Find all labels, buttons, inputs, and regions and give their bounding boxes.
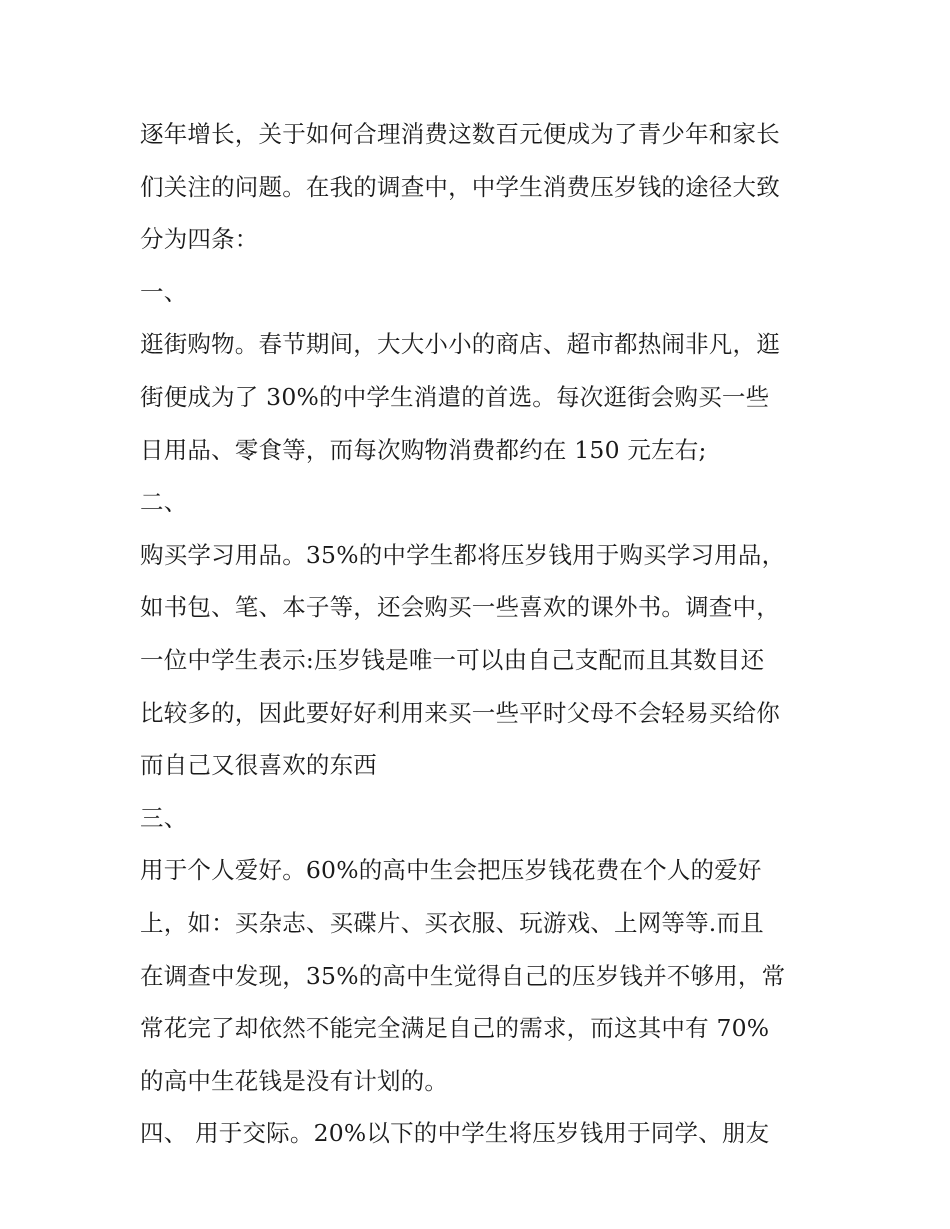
text-line: 常花完了却依然不能完全满足自己的需求，而这其中有 70% (140, 1014, 770, 1043)
text-line: 的高中生花钱是没有计划的。 (140, 1066, 449, 1095)
text-line: 如书包、笔、本子等，还会购买一些喜欢的课外书。调查中， (140, 593, 780, 622)
section-marker-1: 一、 (140, 277, 188, 306)
text-line: 而自己又很喜欢的东西 (140, 751, 377, 780)
text-line: 街便成为了 30%的中学生消遣的首选。每次逛街会购买一些 (140, 382, 770, 411)
section-marker-4-line: 四、 用于交际。20%以下的中学生将压岁钱用于同学、朋友 (140, 1119, 770, 1148)
text-line: 在调查中发现，35%的高中生觉得自己的压岁钱并不够用，常 (140, 961, 786, 990)
text-line: 购买学习用品。35%的中学生都将压岁钱用于购买学习用品， (140, 540, 786, 569)
text-line: 们关注的问题。在我的调查中，中学生消费压岁钱的途径大致 (140, 172, 780, 201)
text-line: 比较多的，因此要好好利用来买一些平时父母不会轻易买给你 (140, 698, 780, 727)
text-line: 日用品、零食等，而每次购物消费都约在 150 元左右; (140, 435, 707, 464)
body-text (140, 108, 820, 1160)
text-line: 逛街购物。春节期间，大大小小的商店、超市都热闹非凡，逛 (140, 330, 780, 359)
section-marker-2: 二、 (140, 488, 188, 517)
text-line: 上，如：买杂志、买碟片、买衣服、玩游戏、上网等等.而且 (140, 908, 764, 937)
text-line: 一位中学生表示:压岁钱是唯一可以由自己支配而且其数目还 (140, 645, 765, 674)
text-line: 用于个人爱好。60%的高中生会把压岁钱花费在个人的爱好 (140, 856, 762, 885)
text-line: 分为四条： (140, 225, 259, 254)
text-line: 逐年增长，关于如何合理消费这数百元便成为了青少年和家长 (140, 120, 780, 148)
section-marker-3: 三、 (140, 803, 188, 832)
